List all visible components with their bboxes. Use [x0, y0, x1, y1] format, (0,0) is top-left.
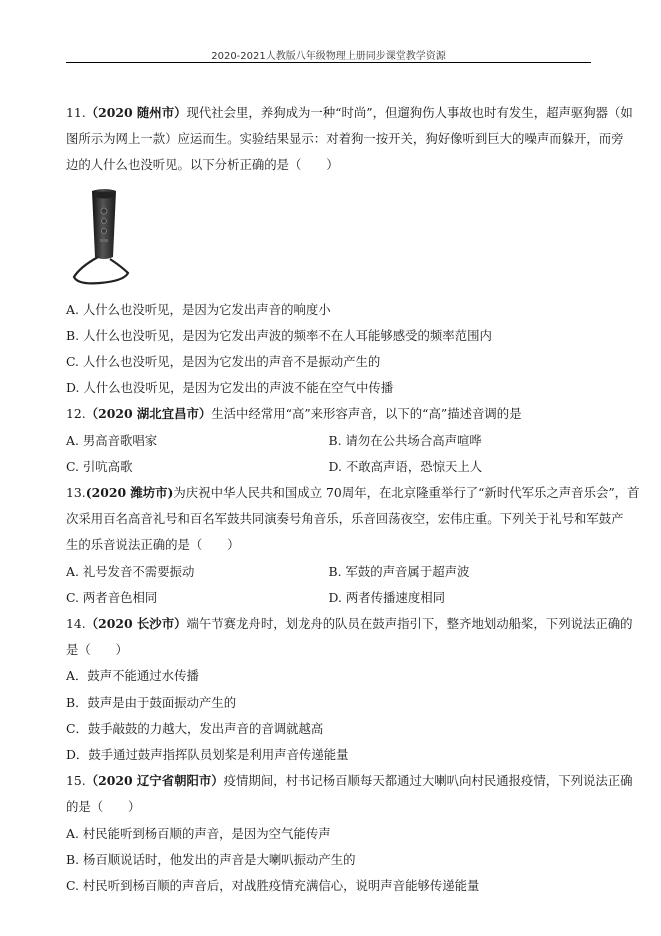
ultrasonic-dog-repeller-figure — [66, 179, 591, 297]
option-row — [66, 454, 591, 480]
option-d: D. 人什么也没听见，是因为它发出的声波不能在空气中传播 — [66, 380, 394, 396]
question-number: 12. — [66, 406, 86, 422]
question-source: （2020 湖北宜昌市） — [85, 406, 212, 422]
question-source: （2020 随州市） — [85, 105, 187, 120]
question-stem-line: 生的乐音说法正确的是（ ） — [66, 537, 240, 553]
question-stem-line: 14.（2020 长沙市）端午节赛龙舟时，划龙舟的队员在鼓声指引下，整齐地划动船桨，下列说法正确的 — [66, 616, 633, 632]
option-c: C. 村民听到杨百顺的声音后，对战胜疫情充满信心，说明声音能够传递能量 — [66, 878, 480, 894]
option-b: B. 人什么也没听见，是因为它发出声波的频率不在人耳能够感受的频率范围内 — [66, 327, 492, 343]
question-number: 11. — [66, 105, 86, 120]
option-row — [66, 585, 591, 611]
option-b: B. 杨百顺说话时，他发出的声音是大喇叭振动产生的 — [66, 851, 356, 867]
question-stem-line: 13.(2020 潍坊市)为庆祝中华人民共和国成立 70周年，在北京隆重举行了“新时代军乐之声音乐会”，首 — [66, 485, 640, 501]
question-12 — [66, 401, 591, 480]
option-a: A. 村民能听到杨百顺的声音，是因为空气能传声 — [66, 825, 331, 841]
question-source: （2020 辽宁省朝阳市） — [85, 773, 224, 789]
question-14 — [66, 611, 633, 768]
question-15 — [66, 768, 633, 899]
option-c: C. 人什么也没听见，是因为它发出的声音不是振动产生的 — [66, 354, 381, 370]
option-row — [66, 559, 591, 585]
question-stem-line: 11.（2020 随州市）现代社会里，养狗成为一种“时尚”，但遛狗伤人事故也时有发生，超声驱狗器（如 — [66, 105, 633, 120]
option-row — [66, 428, 591, 454]
question-number: 13. — [66, 485, 86, 501]
question-number: 14. — [66, 616, 86, 632]
question-stem-line: 边的人什么也没听见。以下分析正确的是（ ） — [66, 157, 339, 173]
question-stem-line: 图所示为网上一款）应运而生。实验结果显示：对着狗一按开关，狗好像听到巨大的噪声而躲开，而旁 — [66, 131, 624, 147]
ultrasonic-dog-repeller-image — [70, 187, 132, 289]
option-a: A. 礼号发音不需要振动 — [66, 563, 195, 579]
question-source: (2020 潍坊市) — [85, 485, 174, 501]
page-header: 2020-2021人教版八年级物理上册同步课堂教学资源 — [211, 51, 446, 62]
question-11 — [66, 100, 633, 401]
option-a: A．鼓声不能通过水传播 — [66, 668, 199, 684]
header-divider — [66, 62, 591, 63]
option-c: C．鼓手敲鼓的力越大，发出声音的音调就越高 — [66, 720, 324, 736]
option-b: B. 请勿在公共场合高声喧哗 — [328, 432, 482, 448]
question-source: （2020 长沙市） — [85, 616, 187, 632]
option-b: B. 军鼓的声音属于超声波 — [328, 563, 470, 579]
option-c: C. 引吭高歌 — [66, 458, 133, 474]
option-d: D．鼓手通过鼓声指挥队员划桨是利用声音传递能量 — [66, 747, 349, 763]
option-d: D. 两者传播速度相同 — [328, 589, 445, 605]
question-list — [66, 100, 640, 899]
question-stem-line: 次采用百名高音礼号和百名军鼓共同演奏号角音乐，乐音回荡夜空，宏伟庄重。下列关于礼号和军鼓产 — [66, 511, 624, 527]
option-d: D. 不敢高声语，恐惊天上人 — [328, 458, 483, 474]
option-a: A. 男高音歌唱家 — [66, 432, 158, 448]
question-stem-line: 15.（2020 辽宁省朝阳市）疫情期间，村书记杨百顺每天都通过大喇叭向村民通报疫情，下列说法正确 — [66, 773, 633, 789]
option-b: B．鼓声是由于鼓面振动产生的 — [66, 694, 237, 710]
question-stem-line: 12.（2020 湖北宜昌市）生活中经常用“高”来形容声音，以下的“高”描述音调的是 — [66, 406, 522, 422]
question-stem-line: 是（ ） — [66, 642, 128, 658]
question-number: 15. — [66, 773, 86, 789]
question-13 — [66, 480, 640, 611]
option-c: C. 两者音色相同 — [66, 589, 158, 605]
question-stem-line: 的是（ ） — [66, 799, 141, 815]
option-a: A. 人什么也没听见，是因为它发出声音的响度小 — [66, 301, 331, 317]
